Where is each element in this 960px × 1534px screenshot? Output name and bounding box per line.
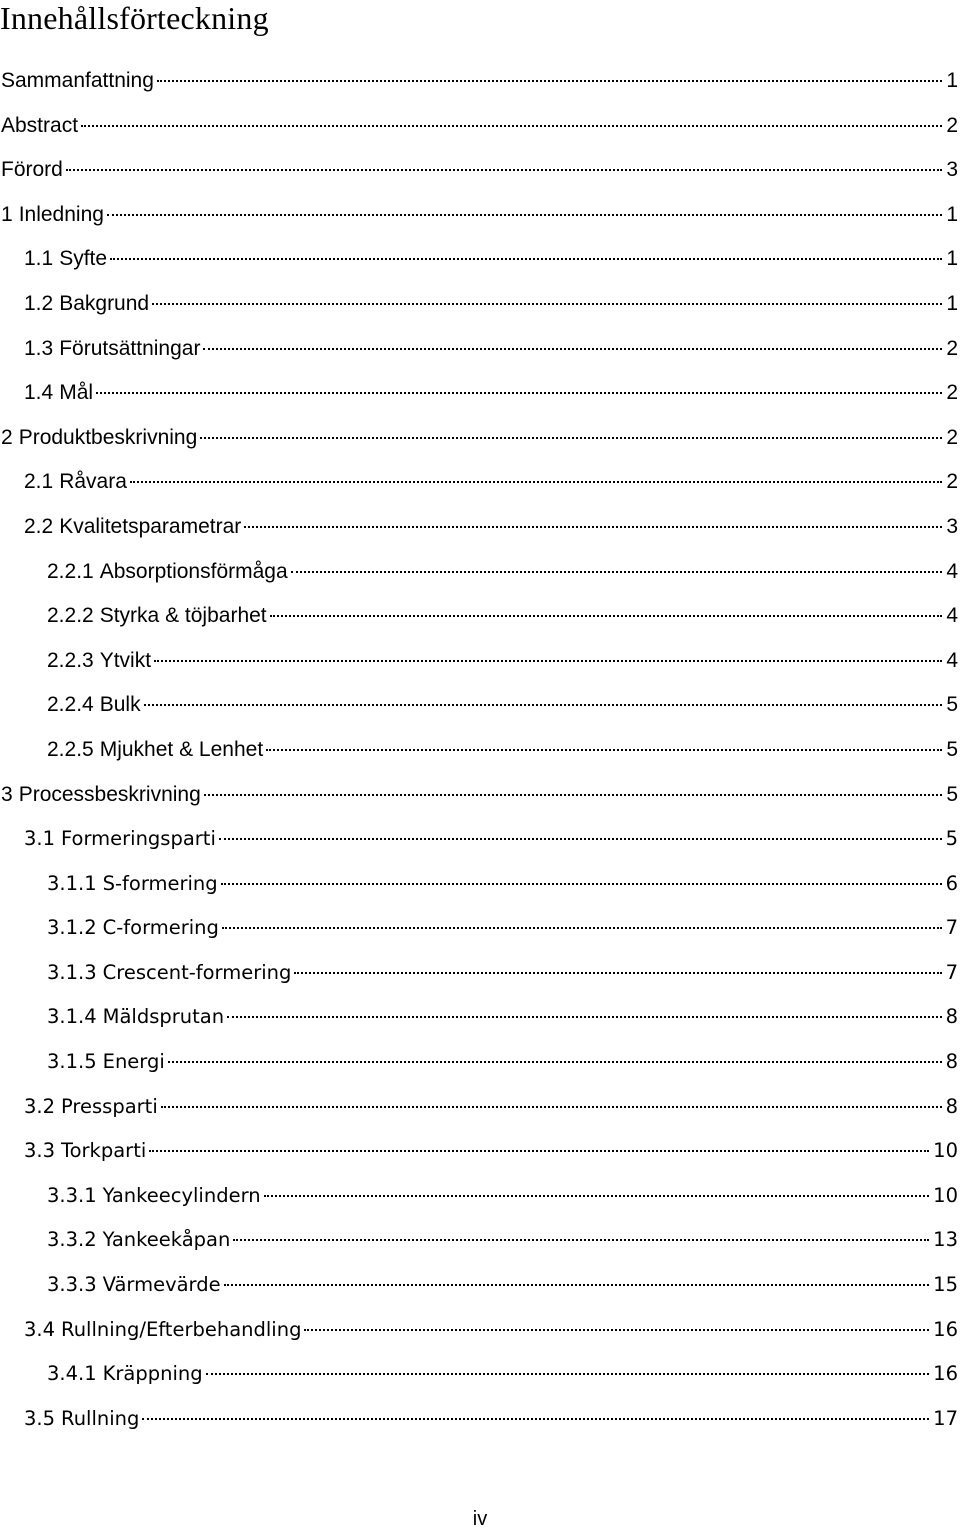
toc-entry-number: 3.2 [24, 1094, 56, 1118]
toc-entry-page: 3 [946, 158, 958, 182]
toc-entry-title: S-formering [102, 871, 218, 895]
toc-entry-title: Pressparti [61, 1094, 158, 1118]
toc-entry[interactable] [0, 817, 960, 862]
toc-entry-title: Kvalitetsparametrar [59, 514, 242, 538]
toc-entry-page: 5 [946, 693, 958, 717]
toc-entry[interactable] [0, 728, 960, 773]
toc-entry-number: 1.2 [24, 291, 54, 315]
toc-entry-title: Förord [1, 158, 63, 182]
toc-entry-title: Mäldsprutan [102, 1005, 225, 1029]
toc-entry-title: Yankeekåpan [102, 1228, 231, 1252]
toc-entry-title: Yankeecylindern [102, 1183, 261, 1207]
toc-entry[interactable] [0, 906, 960, 951]
toc-entry-number: 3.3.3 [47, 1273, 97, 1297]
dot-leader [130, 481, 942, 483]
toc-entry[interactable] [0, 371, 960, 416]
toc-entry[interactable] [0, 505, 960, 550]
toc-entry[interactable] [0, 1397, 960, 1442]
dot-leader [304, 1329, 929, 1331]
toc-entry[interactable] [0, 282, 960, 327]
toc-entry-title: Processbeskrivning [18, 782, 201, 806]
toc-entry[interactable] [0, 416, 960, 461]
toc-entry-number: 3.5 [24, 1406, 56, 1430]
toc-entry[interactable] [0, 951, 960, 996]
toc-entry-number: 3.4 [24, 1317, 56, 1341]
toc-entry-page: 1 [946, 69, 958, 92]
dot-leader [168, 1061, 942, 1063]
dot-leader [204, 794, 942, 796]
dot-leader [81, 125, 942, 127]
toc-entry-page: 5 [946, 737, 958, 761]
toc-entry-page: 4 [946, 559, 958, 583]
toc-entry-title: Förutsättningar [59, 336, 201, 360]
dot-leader [107, 214, 942, 216]
toc-entry[interactable] [0, 995, 960, 1040]
toc-entry[interactable] [0, 104, 960, 149]
toc-entry-title: Ytvikt [99, 648, 152, 672]
toc-entry[interactable] [0, 1352, 960, 1397]
dot-leader [224, 1284, 930, 1286]
toc-entry-number: 2.2.1 [47, 559, 94, 583]
toc-entry-number: 2.2 [24, 514, 54, 538]
toc-entry-page: 6 [945, 871, 958, 895]
toc-entry-page: 7 [945, 960, 958, 984]
dot-leader [270, 615, 942, 617]
toc-entry[interactable] [0, 862, 960, 907]
dot-leader [203, 348, 942, 350]
toc-entry-number: 1 [1, 202, 13, 226]
dot-leader [206, 1373, 930, 1375]
toc-entry-page: 5 [945, 827, 958, 851]
toc-entry-page: 1 [946, 202, 958, 226]
toc-entry-page: 13 [933, 1228, 958, 1252]
toc-entry-title: Råvara [59, 470, 127, 494]
toc-entry-number: 3.1.3 [47, 960, 97, 984]
dot-leader [161, 1106, 942, 1108]
toc-entry-title: C-formering [102, 916, 219, 940]
toc-entry-number: 3.4.1 [47, 1362, 97, 1386]
toc-entry-page: 3 [946, 514, 958, 538]
toc-entry-page: 17 [933, 1406, 958, 1430]
toc-entry[interactable] [0, 148, 960, 193]
toc-entry-page: 4 [946, 604, 958, 628]
toc-entry[interactable] [0, 773, 960, 818]
toc-entry[interactable] [0, 1263, 960, 1308]
toc-entry-title: Abstract [1, 113, 79, 137]
toc-entry-page: 2 [946, 470, 958, 494]
toc-entry-title: Absorptionsförmåga [99, 559, 288, 583]
toc-entry-page: 2 [946, 336, 958, 360]
toc-entry-number: 2.2.3 [47, 648, 94, 672]
dot-leader [222, 927, 942, 929]
toc-heading: Innehållsförteckning [0, 0, 269, 36]
toc-entry-page: 1 [946, 247, 958, 271]
toc-entry-page: 8 [945, 1005, 958, 1029]
toc-entry-title: Värmevärde [102, 1273, 221, 1297]
toc-entry-page: 8 [945, 1050, 958, 1074]
toc-entry-number: 3.3.2 [47, 1228, 97, 1252]
dot-leader [142, 1418, 929, 1420]
toc-entry-number: 3.1.1 [47, 871, 97, 895]
toc-entry-title: Sammanfattning [1, 69, 154, 92]
toc-entry-title: Styrka & töjbarhet [99, 604, 267, 628]
page-number: iv [472, 1508, 488, 1530]
toc-entry-number: 2.2.4 [47, 693, 94, 717]
toc-entry-page: 15 [933, 1273, 958, 1297]
toc-entry-title: Energi [102, 1050, 165, 1074]
dot-leader [221, 883, 942, 885]
toc-entry-title: Kräppning [102, 1362, 203, 1386]
table-of-contents [0, 59, 960, 1441]
dot-leader [219, 838, 942, 840]
toc-entry-number: 3.3 [24, 1139, 56, 1163]
toc-entry-page: 4 [946, 648, 958, 672]
toc-entry-page: 2 [946, 425, 958, 449]
toc-entry-page: 7 [945, 916, 958, 940]
dot-leader [200, 437, 942, 439]
dot-leader [244, 526, 942, 528]
toc-entry[interactable] [0, 594, 960, 639]
toc-entry[interactable] [0, 327, 960, 372]
toc-entry[interactable] [0, 683, 960, 728]
toc-entry[interactable] [0, 1129, 960, 1174]
dot-leader [154, 660, 942, 662]
dot-leader [157, 80, 942, 82]
toc-entry-title: Rullning [61, 1406, 140, 1430]
toc-entry-title: Inledning [18, 202, 104, 226]
toc-entry-title: Formeringsparti [61, 827, 216, 851]
toc-entry-number: 3.1.5 [47, 1050, 97, 1074]
toc-entry-title: Mjukhet & Lenhet [99, 737, 264, 761]
toc-entry-number: 1.1 [24, 247, 54, 271]
toc-entry-number: 2.2.5 [47, 737, 94, 761]
dot-leader [227, 1016, 942, 1018]
toc-entry-page: 10 [933, 1183, 958, 1207]
toc-entry[interactable] [0, 1174, 960, 1219]
toc-entry-number: 3.1 [24, 827, 56, 851]
dot-leader [291, 571, 942, 573]
dot-leader [266, 749, 942, 751]
dot-leader [144, 704, 942, 706]
toc-entry[interactable] [0, 1040, 960, 1085]
toc-entry-number: 2.1 [24, 470, 54, 494]
dot-leader [66, 169, 942, 171]
toc-entry-page: 16 [933, 1362, 958, 1386]
toc-entry-title: Rullning/Efterbehandling [61, 1317, 302, 1341]
dot-leader [233, 1239, 929, 1241]
toc-entry[interactable] [0, 460, 960, 505]
toc-entry-number: 1.4 [24, 381, 54, 405]
toc-entry-title: Produktbeskrivning [18, 425, 198, 449]
toc-entry-title: Torkparti [61, 1139, 147, 1163]
dot-leader [294, 972, 941, 974]
toc-entry-page: 2 [946, 381, 958, 405]
toc-entry-page: 8 [945, 1094, 958, 1118]
toc-entry-title: Bulk [99, 693, 141, 717]
toc-entry-number: 1.3 [24, 336, 54, 360]
dot-leader [96, 392, 942, 394]
toc-entry-title: Crescent-formering [102, 960, 292, 984]
toc-entry[interactable] [0, 639, 960, 684]
toc-entry-number: 2 [1, 425, 13, 449]
toc-entry-page: 1 [946, 291, 958, 315]
toc-entry-number: 3.1.2 [47, 916, 97, 940]
toc-entry-number: 2.2.2 [47, 604, 94, 628]
toc-entry-page: 2 [946, 113, 958, 137]
toc-entry-page: 16 [933, 1317, 958, 1341]
dot-leader [264, 1195, 930, 1197]
toc-entry[interactable] [0, 1218, 960, 1263]
dot-leader [149, 1150, 929, 1152]
dot-leader [152, 303, 942, 305]
toc-entry-number: 3.1.4 [47, 1005, 97, 1029]
toc-entry[interactable] [0, 193, 960, 238]
toc-entry-title: Syfte [59, 247, 108, 271]
toc-entry-page: 10 [933, 1139, 958, 1163]
toc-entry[interactable] [0, 550, 960, 595]
toc-entry[interactable] [0, 1085, 960, 1130]
toc-entry[interactable] [0, 59, 960, 104]
toc-entry[interactable] [0, 237, 960, 282]
toc-entry-title: Mål [59, 381, 94, 405]
toc-entry-number: 3.3.1 [47, 1183, 97, 1207]
toc-entry[interactable] [0, 1308, 960, 1353]
toc-entry-number: 3 [1, 782, 13, 806]
toc-entry-title: Bakgrund [59, 291, 150, 315]
dot-leader [110, 258, 942, 260]
toc-entry-page: 5 [946, 782, 958, 806]
